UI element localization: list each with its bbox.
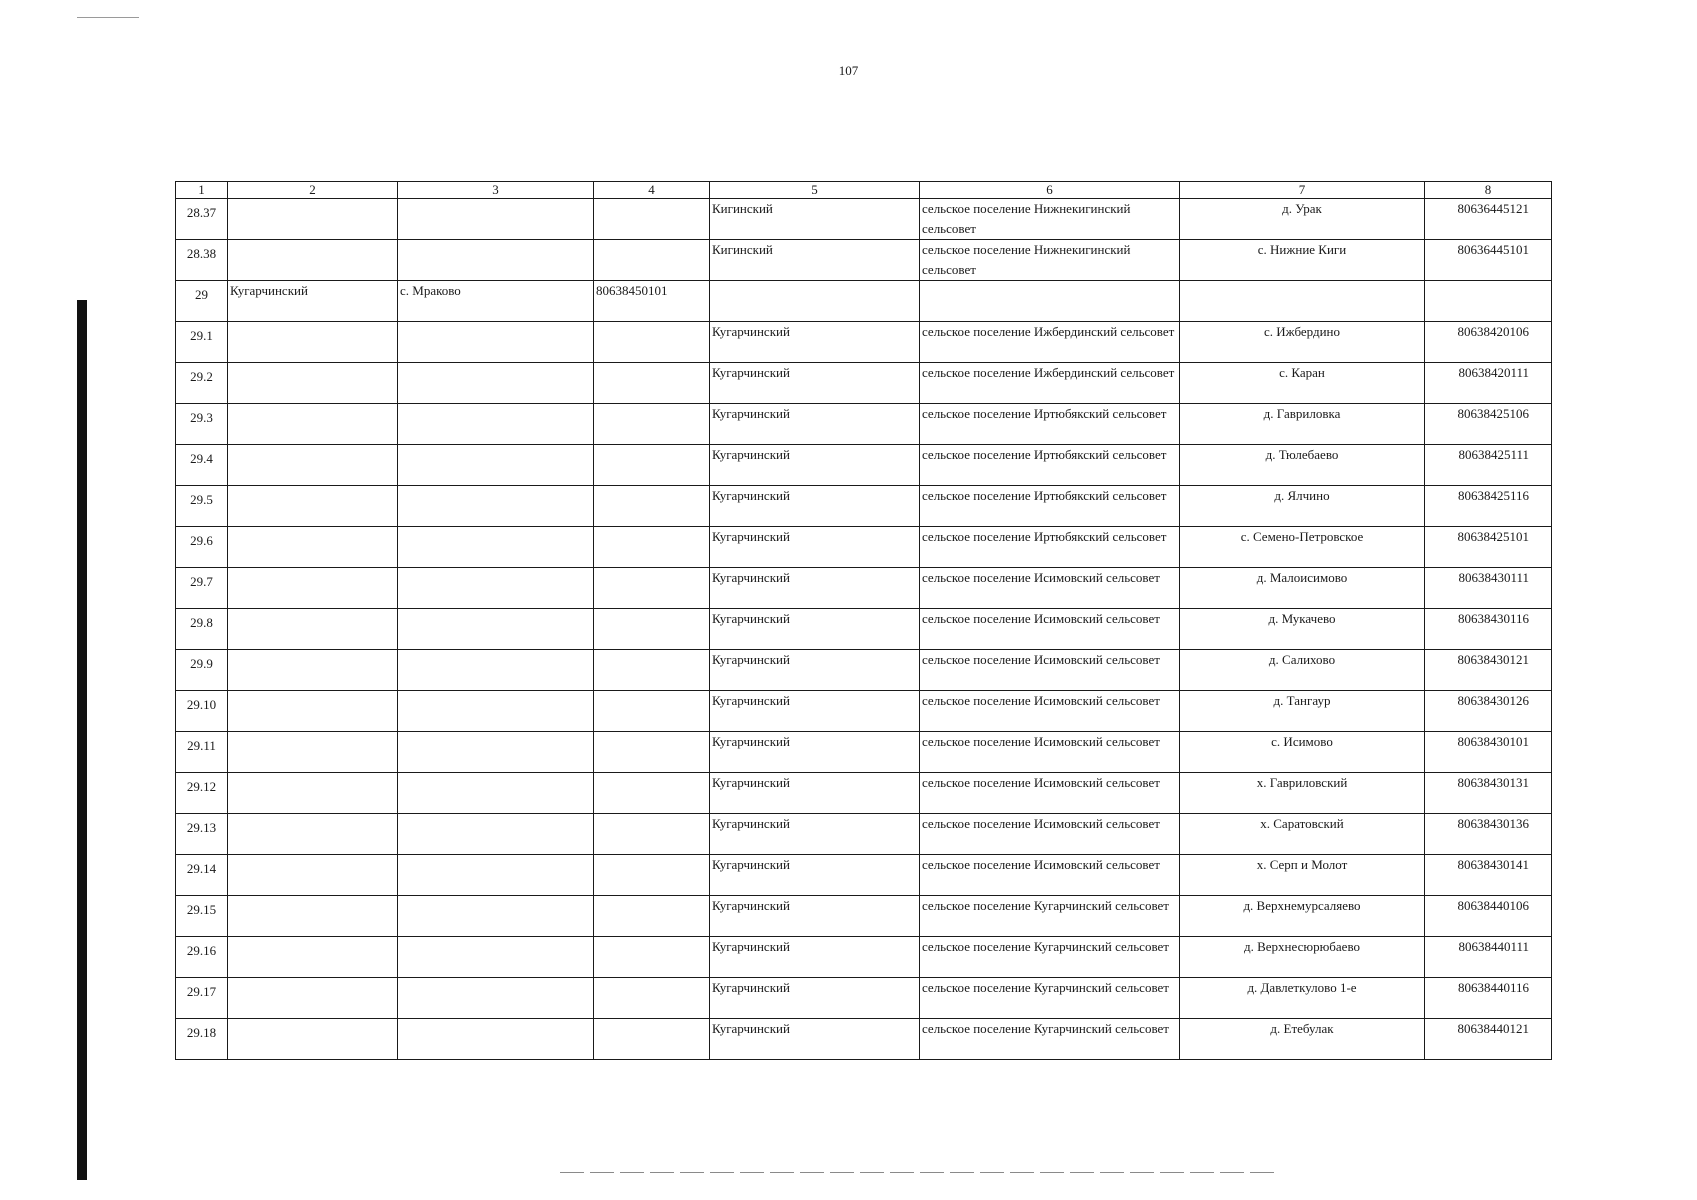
district-name-cell: Кугарчинский xyxy=(710,732,920,773)
admin-center-code-cell xyxy=(594,609,710,650)
municipality-cell: сельское поселение Исимовский сельсовет xyxy=(920,568,1180,609)
table-row xyxy=(176,240,1552,281)
column-header: 2 xyxy=(228,182,398,199)
admin-center-cell xyxy=(398,814,594,855)
municipality-cell: сельское поселение Исимовский сельсовет xyxy=(920,609,1180,650)
oktmo-code-cell: 80636445121 xyxy=(1425,199,1552,240)
settlement-cell: д. Ялчино xyxy=(1180,486,1425,527)
admin-center-cell xyxy=(398,773,594,814)
settlement-cell: с. Нижние Киги xyxy=(1180,240,1425,281)
row-number: 29.13 xyxy=(176,814,228,855)
oktmo-code-cell: 80638425111 xyxy=(1425,445,1552,486)
column-header: 5 xyxy=(710,182,920,199)
admin-center-cell xyxy=(398,240,594,281)
settlement-cell: д. Малоисимово xyxy=(1180,568,1425,609)
admin-center-cell xyxy=(398,609,594,650)
municipality-cell: сельское поселение Кугарчинский сельсовет xyxy=(920,896,1180,937)
admin-center-cell xyxy=(398,199,594,240)
table-header xyxy=(176,182,1552,199)
municipality-cell: сельское поселение Исимовский сельсовет xyxy=(920,773,1180,814)
column-header: 7 xyxy=(1180,182,1425,199)
municipality-cell: сельское поселение Иртюбякский сельсовет xyxy=(920,486,1180,527)
oktmo-code-cell: 80638425106 xyxy=(1425,404,1552,445)
settlement-cell: д. Тюлебаево xyxy=(1180,445,1425,486)
oktmo-code-cell: 80638420111 xyxy=(1425,363,1552,404)
municipality-cell: сельское поселение Исимовский сельсовет xyxy=(920,691,1180,732)
district-name-cell: Кугарчинский xyxy=(710,609,920,650)
row-number: 29.1 xyxy=(176,322,228,363)
district-name-cell: Кугарчинский xyxy=(710,527,920,568)
row-number: 29.11 xyxy=(176,732,228,773)
district-cell xyxy=(228,650,398,691)
table-row xyxy=(176,445,1552,486)
municipality-cell: сельское поселение Исимовский сельсовет xyxy=(920,650,1180,691)
admin-center-cell xyxy=(398,1019,594,1060)
admin-center-cell xyxy=(398,691,594,732)
oktmo-code-cell: 80638430121 xyxy=(1425,650,1552,691)
table-row xyxy=(176,322,1552,363)
admin-center-code-cell xyxy=(594,896,710,937)
table-row xyxy=(176,937,1552,978)
district-cell xyxy=(228,773,398,814)
settlement-cell: с. Семено-Петровское xyxy=(1180,527,1425,568)
admin-center-code-cell xyxy=(594,527,710,568)
table-row xyxy=(176,527,1552,568)
table-row xyxy=(176,650,1552,691)
district-cell xyxy=(228,404,398,445)
admin-center-code-cell xyxy=(594,363,710,404)
district-cell xyxy=(228,445,398,486)
oktmo-code-cell: 80638430141 xyxy=(1425,855,1552,896)
settlement-registry-table xyxy=(175,181,1552,1060)
row-number: 29.4 xyxy=(176,445,228,486)
admin-center-code-cell xyxy=(594,322,710,363)
district-cell xyxy=(228,855,398,896)
municipality-cell: сельское поселение Ижбердинский сельсовет xyxy=(920,363,1180,404)
table-row xyxy=(176,814,1552,855)
table-row xyxy=(176,281,1552,322)
municipality-cell: сельское поселение Исимовский сельсовет xyxy=(920,855,1180,896)
settlement-cell: х. Серп и Молот xyxy=(1180,855,1425,896)
district-cell xyxy=(228,363,398,404)
district-name-cell: Кугарчинский xyxy=(710,404,920,445)
admin-center-cell xyxy=(398,568,594,609)
oktmo-code-cell: 80638420106 xyxy=(1425,322,1552,363)
oktmo-code-cell: 80638440106 xyxy=(1425,896,1552,937)
column-header: 3 xyxy=(398,182,594,199)
district-name-cell: Кигинский xyxy=(710,240,920,281)
admin-center-code-cell xyxy=(594,691,710,732)
admin-center-cell xyxy=(398,322,594,363)
municipality-cell: сельское поселение Ижбердинский сельсовет xyxy=(920,322,1180,363)
row-number: 29.14 xyxy=(176,855,228,896)
row-number: 29.8 xyxy=(176,609,228,650)
oktmo-code-cell: 80638430126 xyxy=(1425,691,1552,732)
admin-center-code-cell xyxy=(594,814,710,855)
district-cell xyxy=(228,814,398,855)
admin-center-cell xyxy=(398,855,594,896)
oktmo-code-cell: 80638425101 xyxy=(1425,527,1552,568)
admin-center-cell xyxy=(398,404,594,445)
table-row xyxy=(176,199,1552,240)
settlement-cell: д. Етебулак xyxy=(1180,1019,1425,1060)
district-cell xyxy=(228,486,398,527)
table-row xyxy=(176,486,1552,527)
admin-center-code-cell xyxy=(594,855,710,896)
district-name-cell: Кугарчинский xyxy=(710,486,920,527)
district-name-cell: Кугарчинский xyxy=(710,978,920,1019)
table-row xyxy=(176,978,1552,1019)
admin-center-code-cell xyxy=(594,445,710,486)
oktmo-code-cell: 80638440111 xyxy=(1425,937,1552,978)
district-name-cell: Кугарчинский xyxy=(710,445,920,486)
oktmo-code-cell: 80638440121 xyxy=(1425,1019,1552,1060)
settlement-cell: д. Тангаур xyxy=(1180,691,1425,732)
table-row xyxy=(176,773,1552,814)
admin-center-code-cell xyxy=(594,404,710,445)
district-name-cell: Кугарчинский xyxy=(710,691,920,732)
admin-center-code-cell xyxy=(594,199,710,240)
oktmo-code-cell: 80636445101 xyxy=(1425,240,1552,281)
district-cell xyxy=(228,691,398,732)
table-row xyxy=(176,896,1552,937)
table-row xyxy=(176,732,1552,773)
district-name-cell: Кугарчинский xyxy=(710,937,920,978)
admin-center-cell xyxy=(398,896,594,937)
settlement-cell: д. Давлеткулово 1-е xyxy=(1180,978,1425,1019)
municipality-cell: сельское поселение Кугарчинский сельсовет xyxy=(920,1019,1180,1060)
column-number-row xyxy=(176,182,1552,199)
admin-center-cell xyxy=(398,363,594,404)
district-name-cell: Кугарчинский xyxy=(710,1019,920,1060)
settlement-cell: х. Саратовский xyxy=(1180,814,1425,855)
admin-center-cell xyxy=(398,732,594,773)
district-cell xyxy=(228,322,398,363)
admin-center-code-cell xyxy=(594,937,710,978)
scan-artifact-dashes xyxy=(560,1172,1280,1173)
municipality-cell: сельское поселение Кугарчинский сельсовет xyxy=(920,978,1180,1019)
oktmo-code-cell: 80638430116 xyxy=(1425,609,1552,650)
district-name-cell: Кугарчинский xyxy=(710,814,920,855)
admin-center-cell xyxy=(398,486,594,527)
settlement-cell: с. Каран xyxy=(1180,363,1425,404)
district-name-cell: Кугарчинский xyxy=(710,773,920,814)
oktmo-code-cell: 80638430131 xyxy=(1425,773,1552,814)
district-cell xyxy=(228,609,398,650)
oktmo-code-cell: 80638425116 xyxy=(1425,486,1552,527)
table-row xyxy=(176,363,1552,404)
district-cell xyxy=(228,1019,398,1060)
district-name-cell: Кугарчинский xyxy=(710,568,920,609)
row-number: 29.15 xyxy=(176,896,228,937)
table-row xyxy=(176,855,1552,896)
settlement-cell: х. Гавриловский xyxy=(1180,773,1425,814)
table-row xyxy=(176,1019,1552,1060)
table-row xyxy=(176,691,1552,732)
settlement-cell: д. Урак xyxy=(1180,199,1425,240)
municipality-cell: сельское поселение Иртюбякский сельсовет xyxy=(920,404,1180,445)
admin-center-code-cell xyxy=(594,568,710,609)
oktmo-code-cell: 80638430136 xyxy=(1425,814,1552,855)
settlement-cell: д. Гавриловка xyxy=(1180,404,1425,445)
settlement-cell: с. Исимово xyxy=(1180,732,1425,773)
page-number: 107 xyxy=(838,63,859,78)
admin-center-code-cell xyxy=(594,1019,710,1060)
district-cell xyxy=(228,527,398,568)
district-name-cell: Кигинский xyxy=(710,199,920,240)
municipality-cell: сельское поселение Кугарчинский сельсовет xyxy=(920,937,1180,978)
row-number: 29.3 xyxy=(176,404,228,445)
admin-center-code-cell: 80638450101 xyxy=(594,281,710,322)
municipality-cell: сельское поселение Исимовский сельсовет xyxy=(920,814,1180,855)
row-number: 29.18 xyxy=(176,1019,228,1060)
row-number: 29.12 xyxy=(176,773,228,814)
admin-center-code-cell xyxy=(594,978,710,1019)
district-cell xyxy=(228,896,398,937)
settlement-cell xyxy=(1180,281,1425,322)
admin-center-code-cell xyxy=(594,732,710,773)
admin-center-code-cell xyxy=(594,773,710,814)
row-number: 29.10 xyxy=(176,691,228,732)
row-number: 28.37 xyxy=(176,199,228,240)
settlement-cell: д. Мукачево xyxy=(1180,609,1425,650)
district-name-cell: Кугарчинский xyxy=(710,322,920,363)
admin-center-code-cell xyxy=(594,240,710,281)
district-cell xyxy=(228,240,398,281)
district-cell: Кугарчинский xyxy=(228,281,398,322)
admin-center-code-cell xyxy=(594,486,710,527)
table-row xyxy=(176,568,1552,609)
settlement-cell: с. Ижбердино xyxy=(1180,322,1425,363)
column-header: 6 xyxy=(920,182,1180,199)
admin-center-cell xyxy=(398,650,594,691)
settlement-cell: д. Верхнемурсаляево xyxy=(1180,896,1425,937)
table-body xyxy=(176,199,1552,1060)
district-cell xyxy=(228,937,398,978)
table-row xyxy=(176,609,1552,650)
row-number: 28.38 xyxy=(176,240,228,281)
admin-center-cell xyxy=(398,937,594,978)
row-number: 29.17 xyxy=(176,978,228,1019)
row-number: 29.16 xyxy=(176,937,228,978)
admin-center-cell xyxy=(398,978,594,1019)
settlement-cell: д. Верхнесюрюбаево xyxy=(1180,937,1425,978)
municipality-cell: сельское поселение Исимовский сельсовет xyxy=(920,732,1180,773)
scan-artifact-line xyxy=(77,17,139,18)
municipality-cell xyxy=(920,281,1180,322)
row-number: 29.7 xyxy=(176,568,228,609)
admin-center-code-cell xyxy=(594,650,710,691)
oktmo-code-cell xyxy=(1425,281,1552,322)
admin-center-cell: с. Мраково xyxy=(398,281,594,322)
district-cell xyxy=(228,978,398,1019)
admin-center-cell xyxy=(398,445,594,486)
admin-center-cell xyxy=(398,527,594,568)
oktmo-code-cell: 80638430101 xyxy=(1425,732,1552,773)
district-name-cell: Кугарчинский xyxy=(710,363,920,404)
oktmo-code-cell: 80638440116 xyxy=(1425,978,1552,1019)
district-cell xyxy=(228,732,398,773)
municipality-cell: сельское поселение Иртюбякский сельсовет xyxy=(920,527,1180,568)
row-number: 29.6 xyxy=(176,527,228,568)
district-name-cell: Кугарчинский xyxy=(710,855,920,896)
column-header: 8 xyxy=(1425,182,1552,199)
district-cell xyxy=(228,568,398,609)
scan-artifact-bar xyxy=(77,300,87,1180)
district-cell xyxy=(228,199,398,240)
district-name-cell: Кугарчинский xyxy=(710,650,920,691)
oktmo-code-cell: 80638430111 xyxy=(1425,568,1552,609)
municipality-cell: сельское поселение Нижнекигинский сельсовет xyxy=(920,199,1180,240)
row-number: 29.9 xyxy=(176,650,228,691)
municipality-cell: сельское поселение Иртюбякский сельсовет xyxy=(920,445,1180,486)
settlement-cell: д. Салихово xyxy=(1180,650,1425,691)
municipality-cell: сельское поселение Нижнекигинский сельсовет xyxy=(920,240,1180,281)
row-number: 29.2 xyxy=(176,363,228,404)
row-number: 29 xyxy=(176,281,228,322)
table-row xyxy=(176,404,1552,445)
column-header: 1 xyxy=(176,182,228,199)
column-header: 4 xyxy=(594,182,710,199)
district-name-cell: Кугарчинский xyxy=(710,896,920,937)
district-name-cell xyxy=(710,281,920,322)
row-number: 29.5 xyxy=(176,486,228,527)
